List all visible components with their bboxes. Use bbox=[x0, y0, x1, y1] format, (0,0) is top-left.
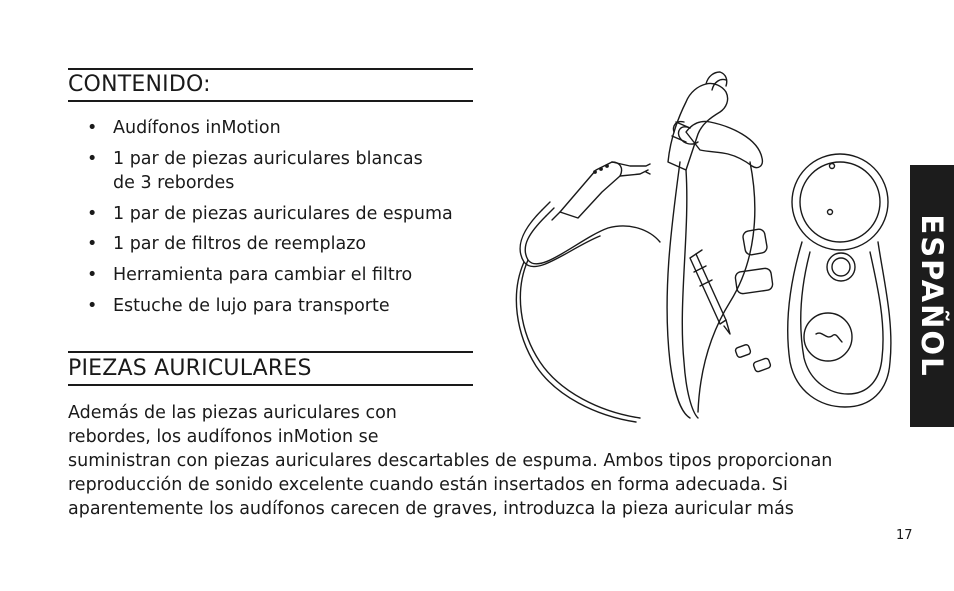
paragraph-line: reproducción de sonido excelente cuando están insertados en forma adecuada. Si bbox=[68, 475, 788, 495]
list-item-text: 1 par de piezas auriculares de espuma bbox=[113, 204, 453, 224]
earpieces-heading: PIEZAS AURICULARES bbox=[68, 356, 312, 381]
replacement-filters-icon bbox=[735, 344, 772, 373]
list-item-text: 1 par de filtros de reemplazo bbox=[113, 234, 367, 254]
filter-tool-icon bbox=[690, 250, 730, 334]
bullet-icon: • bbox=[87, 234, 98, 254]
earbud-middle-icon bbox=[673, 121, 762, 167]
list-item-text: Estuche de lujo para transporte bbox=[113, 296, 390, 316]
list-item bbox=[87, 232, 366, 256]
language-tab-label: ESPAÑOL bbox=[915, 214, 949, 378]
list-item bbox=[87, 116, 281, 140]
list-item-text: Audífonos inMotion bbox=[113, 118, 281, 138]
contents-heading: CONTENIDO: bbox=[68, 72, 211, 97]
list-item-text: 1 par de piezas auriculares blancas de 3 rebordes bbox=[113, 149, 423, 193]
bullet-icon: • bbox=[87, 265, 98, 285]
contents-bottom-rule bbox=[68, 100, 473, 102]
carrying-case-icon bbox=[788, 154, 891, 407]
paragraph-line: Además de las piezas auriculares con bbox=[68, 403, 397, 423]
bullet-icon: • bbox=[87, 118, 98, 138]
list-item bbox=[87, 294, 390, 318]
list-item bbox=[87, 202, 453, 226]
bullet-icon: • bbox=[87, 296, 98, 316]
paragraph-line: aparentemente los audífonos carecen de graves, introduzca la pieza auricular más bbox=[68, 499, 794, 519]
bullet-icon: • bbox=[87, 149, 98, 169]
paragraph-line: rebordes, los audífonos inMotion se bbox=[68, 427, 379, 447]
audio-plug-icon bbox=[542, 162, 650, 220]
contents-top-rule bbox=[68, 68, 473, 70]
bullet-icon: • bbox=[87, 204, 98, 224]
foam-tips-icon bbox=[735, 228, 774, 294]
page-number: 17 bbox=[896, 528, 913, 543]
earpieces-top-rule bbox=[68, 351, 473, 353]
earbud-top-icon bbox=[668, 72, 728, 170]
list-item-text: Herramienta para cambiar el filtro bbox=[113, 265, 413, 285]
list-item bbox=[87, 263, 412, 287]
language-tab bbox=[910, 165, 954, 427]
headphones-illustration bbox=[500, 62, 900, 427]
paragraph-line: suministran con piezas auriculares descartables de espuma. Ambos tipos proporcionan bbox=[68, 451, 833, 471]
earpieces-bottom-rule bbox=[68, 384, 473, 386]
list-item bbox=[87, 147, 423, 195]
